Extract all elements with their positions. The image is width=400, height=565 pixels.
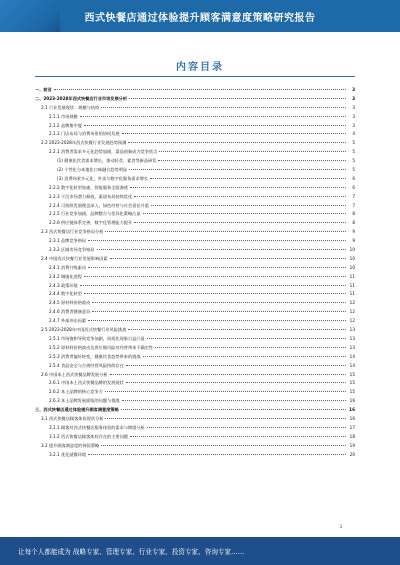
toc-entry-page: 4 [352, 131, 355, 137]
toc-entry-title: 2.4.7 外部冲击因素 [49, 318, 87, 324]
toc-entry-title: 2.6.1 中国本土西式快餐品牌的发展现状 [49, 380, 124, 386]
toc-leader-dots [105, 230, 346, 232]
toc-entry[interactable] [35, 308, 355, 317]
toc-leader-dots [122, 399, 346, 401]
toc-entry-title: 2.3.2 区域市场竞争格局 [49, 247, 95, 253]
toc-entry[interactable] [35, 113, 355, 122]
toc-entry-title: 2.6.3 本土品牌发展面临的问题与挑战 [49, 398, 120, 404]
toc-entry-title: 2.4.3 政策环境 [49, 282, 78, 288]
toc-entry[interactable] [35, 148, 355, 157]
toc-entry-title: 2.2.3 下沉市场潜力释放，渠道布局持续优化 [49, 193, 133, 199]
toc-entry[interactable] [35, 451, 355, 460]
toc-entry[interactable] [35, 86, 355, 95]
toc-entry-title: 2.2.1 消费者需求多元化趋势加剧，菜品创新成为竞争焦点 [49, 149, 158, 155]
toc-entry-title: 3.2 提升顾客满意度的体验策略 [41, 442, 100, 448]
toc-entry-page: 18 [349, 433, 355, 439]
toc-entry[interactable] [35, 326, 355, 335]
toc-leader-dots [151, 204, 346, 206]
toc-leader-dots [84, 124, 346, 126]
toc-entry[interactable] [35, 299, 355, 308]
toc-entry-title: 2.3 西式快餐店行业竞争格局分析 [41, 229, 104, 235]
toc-entry-page: 14 [349, 353, 355, 359]
toc-leader-dots [110, 373, 346, 375]
toc-leader-dots [54, 88, 346, 90]
toc-leader-dots [88, 453, 346, 455]
toc-entry-page: 14 [349, 362, 355, 368]
toc-leader-dots [126, 364, 346, 366]
toc-entry-page: 13 [349, 335, 355, 341]
toc-leader-dots [88, 239, 346, 241]
toc-entry-page: 12 [349, 300, 355, 306]
toc-entry-title: 2.1.1 市场规模 [49, 113, 78, 119]
toc-entry-title: 2.1.3 门店布局与消费场景的协同发展 [49, 131, 120, 137]
toc-entry-title: 2.2.5 行业竞争加剧，品牌整合与差异化策略凸显 [49, 211, 141, 217]
toc-leader-dots [159, 150, 346, 152]
toc-entry-page: 12 [349, 318, 355, 324]
toc-entry-page: 19 [349, 442, 355, 448]
toc-entry-page: 5 [352, 158, 355, 164]
toc-entry-title: 二、2023-2028年西式快餐店行业市场发展分析 [35, 95, 128, 101]
toc-entry-title: 3.1.2 西式快餐店顾客体验存在的主要问题 [49, 433, 128, 439]
toc-entry-title: 2.3.1 品牌竞争格局 [49, 238, 87, 244]
toc-entry-page: 17 [349, 424, 355, 430]
toc-entry[interactable] [35, 175, 355, 184]
toc-entry[interactable] [35, 317, 355, 326]
toc-entry[interactable] [35, 202, 355, 211]
toc-entry-page: 11 [349, 282, 355, 288]
toc-entry-title: 2.4.4 数字化转型 [49, 291, 82, 297]
toc-leader-dots [122, 132, 346, 134]
toc-entry-page: 10 [349, 264, 355, 270]
toc-leader-dots [101, 444, 346, 446]
toc-entry-page: 16 [349, 415, 355, 421]
toc-leader-dots [129, 97, 346, 99]
toc-entry-page: 9 [352, 229, 355, 235]
toc-entry[interactable] [35, 264, 355, 273]
toc-entry-page: 11 [349, 291, 355, 297]
toc-entry-title: 2.1.2 品牌集中度 [49, 122, 82, 128]
toc-entry[interactable] [35, 130, 355, 139]
toc-entry-page: 3 [352, 122, 355, 128]
toc-entry-title: 3.1.1 顾客对西式快餐店服务体验的需求与期望分析 [49, 424, 145, 430]
toc-leader-dots [134, 195, 346, 197]
toc-entry-page: 20 [349, 451, 355, 457]
toc-leader-dots [126, 381, 346, 383]
toc-leader-dots [134, 221, 346, 223]
toc-entry-title: 一、前言 [35, 87, 52, 92]
toc-leader-dots [80, 284, 346, 286]
toc-entry[interactable] [35, 335, 355, 344]
toc-entry-page: 5 [352, 167, 355, 173]
toc-leader-dots [92, 310, 346, 312]
toc-leader-dots [158, 159, 346, 161]
toc-entry-title: 2.6 中国本土西式快餐品牌发展分析 [41, 371, 108, 377]
toc-entry-title: 2.4 中国西式快餐行业发展影响因素 [41, 255, 108, 261]
toc-leader-dots [88, 266, 346, 268]
toc-entry[interactable] [35, 273, 355, 282]
toc-entry[interactable] [35, 290, 355, 299]
toc-heading: 内容目录 [176, 62, 224, 73]
toc-entry-title: 2.4.5 原材料价格波动 [49, 300, 91, 306]
toc-entry-page: 3 [352, 87, 355, 92]
toc-leader-dots [129, 168, 346, 170]
toc-entry-page: 11 [349, 273, 355, 279]
toc-entry-title: 2.5.2 原材料价格波动及供应链风险对经营带来不确定性 [49, 344, 154, 350]
toc-entry-title: 2.5.1 市场饱和导致竞争加剧，同质化现象日益凸显 [49, 335, 145, 341]
header-band [0, 0, 400, 32]
toc-entry[interactable] [35, 406, 355, 415]
toc-entry[interactable] [35, 415, 355, 424]
toc-entry[interactable] [35, 104, 355, 113]
toc-leader-dots [155, 346, 346, 348]
toc-entry-title: 2.4.1 消费升级驱动 [49, 264, 87, 270]
toc-entry[interactable] [35, 353, 355, 362]
toc-leader-dots [150, 177, 346, 179]
toc-entry[interactable] [35, 95, 355, 104]
toc-entry[interactable] [35, 193, 355, 202]
toc-entry[interactable] [35, 388, 355, 397]
toc-entry[interactable] [35, 122, 355, 131]
toc-entry[interactable] [35, 184, 355, 193]
toc-leader-dots [147, 426, 346, 428]
toc-entry-title: (1) 健康化饮食需求增长，推动轻食、素食等新品研发 [57, 158, 157, 164]
toc-entry[interactable] [35, 219, 355, 228]
toc-entry-page: 7 [352, 202, 355, 208]
toc-entry-page: 6 [352, 175, 355, 181]
toc-entry-title: 2.5.3 消费者偏好转变，健康饮食趋势带来的挑战 [49, 353, 141, 359]
report-title: 西式快餐店通过体验提升顾客满意度策略研究报告 [84, 13, 316, 24]
toc-entry-title: 2.5 2023-2028年中国西式快餐行业风险挑战 [41, 327, 127, 333]
toc-entry-title: 2.1 行业发展现状：规模与结构 [41, 104, 100, 110]
toc-entry[interactable] [35, 237, 355, 246]
toc-entry-title: 2.5.4 食品安全与合规经营风险持续存在 [49, 362, 124, 368]
toc-leader-dots [110, 257, 346, 259]
toc-entry-page: 8 [352, 211, 355, 217]
toc-entry-page: 10 [349, 247, 355, 253]
page-number: 2 [340, 524, 343, 529]
toc-entry-page: 12 [349, 309, 355, 315]
toc-entry[interactable] [35, 228, 355, 237]
toc-leader-dots [121, 408, 346, 410]
toc-entry-title: (2) 个性化与本地化口味融合趋势明显 [57, 167, 128, 173]
toc-entry-page: 13 [349, 327, 355, 333]
footer-slogan: 让每个人都能成为 战略专家、管理专家、行业专家、投资专家、咨询专家…… [18, 548, 245, 556]
toc-leader-dots [143, 212, 346, 214]
toc-leader-dots [84, 275, 346, 277]
toc-entry-title: 2.4.2 城镇化进程 [49, 273, 82, 279]
toc-entry[interactable] [35, 397, 355, 406]
table-of-contents [35, 86, 355, 459]
toc-leader-dots [105, 417, 346, 419]
toc-entry[interactable] [35, 157, 355, 166]
toc-entry[interactable] [35, 139, 355, 148]
toc-entry-page: 10 [349, 255, 355, 261]
footer-band [0, 537, 400, 565]
toc-entry[interactable] [35, 344, 355, 353]
toc-entry-page: 5 [352, 140, 355, 146]
toc-entry-page: 15 [349, 380, 355, 386]
toc-entry[interactable] [35, 362, 355, 371]
toc-entry-page: 13 [349, 344, 355, 350]
toc-entry[interactable] [35, 379, 355, 388]
toc-entry[interactable] [35, 282, 355, 291]
toc-entry-title: 2.2 2023-2028年西式快餐行业发展趋势预测 [41, 140, 127, 146]
toc-leader-dots [130, 186, 346, 188]
toc-entry-title: (3) 消费场景多元化，外卖与数字化服务需求增长 [57, 175, 149, 181]
toc-entry[interactable] [35, 246, 355, 255]
toc-entry-title: 2.6.2 本土品牌的核心竞争力 [49, 389, 103, 395]
toc-leader-dots [84, 292, 346, 294]
toc-entry[interactable] [35, 442, 355, 451]
toc-leader-dots [147, 337, 346, 339]
toc-entry-page: 3 [352, 104, 355, 110]
toc-entry[interactable] [35, 371, 355, 380]
toc-entry-page: 3 [352, 113, 355, 119]
toc-entry-page: 15 [349, 371, 355, 377]
toc-entry[interactable] [35, 166, 355, 175]
toc-leader-dots [105, 390, 346, 392]
toc-entry-title: 3.1 西式快餐店顾客体验现状分析 [41, 415, 104, 421]
toc-divider [35, 76, 355, 77]
toc-leader-dots [128, 328, 346, 330]
toc-entry-page: 9 [352, 238, 355, 244]
toc-leader-dots [92, 301, 346, 303]
toc-leader-dots [143, 355, 346, 357]
toc-leader-dots [130, 435, 346, 437]
toc-leader-dots [88, 319, 346, 321]
toc-leader-dots [101, 106, 346, 108]
toc-entry-page: 8 [352, 220, 355, 226]
toc-leader-dots [97, 248, 347, 250]
toc-entry-title: 2.4.6 消费者健康意识 [49, 309, 91, 315]
toc-entry-page: 7 [352, 193, 355, 199]
toc-leader-dots [128, 141, 346, 143]
toc-entry-title: 2.2.2 数字化转型加速，智能服务全面渗透 [49, 184, 128, 190]
toc-entry-page: 6 [352, 184, 355, 190]
toc-leader-dots [80, 115, 346, 117]
toc-entry-title: 2.2.4 可持续发展理念深入，绿色经营与社会责任并重 [49, 202, 149, 208]
toc-entry-page: 15 [349, 389, 355, 395]
toc-entry-page: 16 [349, 407, 355, 413]
toc-entry-title: 3.2.1 优化就餐环境 [49, 451, 87, 457]
toc-entry-title: 三、西式快餐店通过体验提升顾客满意度策略 [35, 407, 119, 413]
toc-entry[interactable] [35, 210, 355, 219]
toc-entry[interactable] [35, 255, 355, 264]
toc-entry[interactable] [35, 433, 355, 442]
toc-entry-page: 3 [352, 95, 355, 101]
toc-entry-title: 2.2.6 供应链体系完善，数字化管理能力提升 [49, 220, 133, 226]
toc-entry-page: 16 [349, 398, 355, 404]
toc-entry-page: 5 [352, 149, 355, 155]
toc-entry[interactable] [35, 424, 355, 433]
